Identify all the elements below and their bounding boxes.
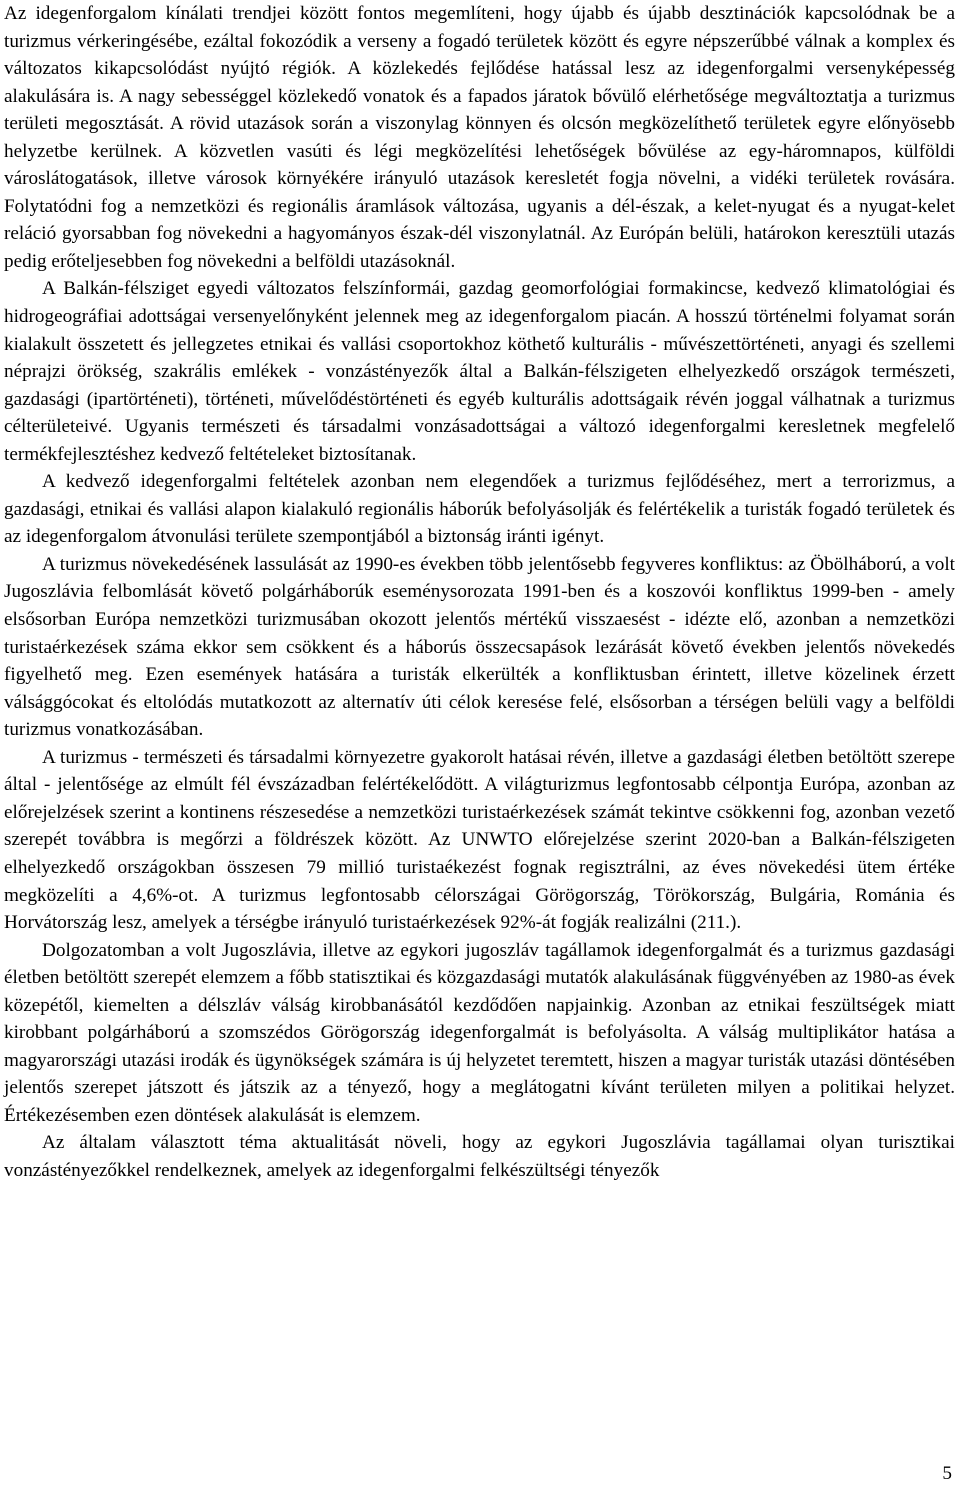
paragraph-dissertation-scope: Dolgozatomban a volt Jugoszlávia, illetve az egykori jugoszláv tagállamok idegenforgalmát és a turizmus gazdasági életben betöltött szerepét elemzem a főbb statisztikai és közgazdasági mutatók alakulásának függvényében az 1980-as évek közepétől, kiemelten a délszláv válság kirobbanásától kezdődően napjainkig. Azonban az etnikai feszültségek miatt kirobbant polgárháború a szomszédos Görögország idegenforgalmát is befolyásolta. A válság multiplikátor hatása a magyarországi utazási irodák és ügynökségek számára is új helyzetet teremtett, hiszen a magyar turisták utazási döntésében jelentős szerepet játszott és játszik az a tényező, hogy a meglátogatni kívánt területen milyen a politikai helyzet. Értékezésemben ezen döntések alakulását is elemzem. bbox=[4, 939, 955, 1126]
body-text bbox=[4, 0, 955, 1185]
paragraph-security-conditions: A kedvező idegenforgalmi feltételek azonban nem elegendőek a turizmus fejlődéséhez, mert a terrorizmus, a gazdasági, etnikai és vallási alapon kialakuló regionális háborúk befolyásolják és felértékelik a turisták fogadó területek és az idegenforgalom átvonulási területe szempontjából a biztonság iránti igényt. bbox=[4, 471, 955, 548]
paragraph-1990s-conflicts: A turizmus növekedésének lassulását az 1990-es években több jelentősebb fegyveres konfliktus: az Öbölháború, a volt Jugoszlávia felbomlását követő polgárháborúk eseménysorozata 1991-ben és a koszovói konfliktus 1999-ben - amely elsősorban Európa nemzetközi turizmusában okozott jelentős mértékű visszaesést - idézte elő, azonban a nemzetközi turistaérkezések száma ekkor sem csökkent és a háborús összecsapások lezárását követő években jelentős növekedés figyelhető meg. Ezen események hatására a turisták elkerülték a konfliktusban érintett, illetve közelinek érzett válsággócokat és eltolódás mutatkozott az alternatív úti célok keresése felé, elsősorban a térségen belüli vagy a belföldi turizmus vonatkozásában. bbox=[4, 553, 955, 741]
page-number: 5 bbox=[942, 1463, 952, 1484]
paragraph-tourism-importance: A turizmus - természeti és társadalmi környezetre gyakorolt hatásai révén, illetve a gazdasági életben betöltött szerepe által - jelentősége az elmúlt fél évszázadban felértékelődött. A világturizmus legfontosabb célpontja Európa, azonban az előrejelzések szerint a kontinens részesedése a nemzetközi turistaérkezések számát tekintve csökkenni fog, azonban vezető szerepét továbbra is megőrzi a földrészek között. Az UNWTO előrejelzése szerint 2020-ban a Balkán-félszigeten elhelyezkedő országokban összesen 79 millió turistaékezést fognak regisztrálni, az éves növekedési ütem értéke megközelíti a 4,6%-ot. A turizmus legfontosabb célországai Görögország, Törökország, Bulgária, Románia és Horvátország lesz, amelyek a térségbe irányuló turistaérkezések 92%-át fogják realizálni (211.). bbox=[4, 746, 955, 934]
paragraph-topic-relevance: Az általam választott téma aktualitását növeli, hogy az egykori Jugoszlávia tagállamai olyan turisztikai vonzástényezőkkel rendelkeznek, amelyek az idegenforgalmi felkészültségi tényezők bbox=[4, 1132, 955, 1181]
paragraph-balkan-peninsula: A Balkán-félsziget egyedi változatos felszínformái, gazdag geomorfológiai formakincse, kedvező klimatológiai és hidrogeográfiai adottságai versenyelőnyként jelennek meg az idegenforgalom piacán. A hosszú történelmi folyamat során kialakult összetett és jellegzetes etnikai és vallási csoportokhoz köthető kulturális - művészettörténeti, anyagi és szellemi néprajzi örökség, szakrális emlékek - vonzástényezők által a Balkán-félszigeten elhelyezkedő országok természeti, gazdasági (ipartörténeti), történeti, művelődéstörténeti és egyéb kulturális adottságaik révén joggal válhatnak a turizmus célterületeivé. Ugyanis természeti és társadalmi vonzásadottságai a változó idegenforgalmi keresletnek megfelelő termékfejlesztéshez kedvező feltételeket biztosítanak. bbox=[4, 278, 955, 465]
paragraph-tourism-trends: Az idegenforgalom kínálati trendjei között fontos megemlíteni, hogy újabb és újabb desztinációk kapcsolódnak be a turizmus vérkeringésébe, ezáltal fokozódik a verseny a fogadó területek között és egyre népszerűbbé válnak a komplex és változatos kikapcsolódást nyújtó régiók. A közlekedés fejlődése hatással lesz az idegenforgalmi versenyképesség alakulására is. A nagy sebességgel közlekedő vonatok és a fapados járatok bővülő elérhetősége megváltoztatja a turizmus területi megosztását. A rövid utazások során a viszonylag könnyen és olcsón megközelíthető területek egyre előnyösebb helyzetbe kerülnek. A közvetlen vasúti és légi megközelítési lehetőségek bővülése az egy-háromnapos, külföldi városlátogatások, illetve városok környékére irányuló utazások keresletét fogja növelni, a vidéki területek rovására. Folytatódni fog a nemzetközi és regionális áramlások változása, ugyanis a dél-észak, a kelet-nyugat és a nyugat-kelet reláció gyorsabban fog növekedni a hagyományos észak-dél viszonylatnál. Az Európán belüli, határokon keresztüli utazás pedig erőteljesebben fog növekedni a belföldi utazásoknál. bbox=[4, 3, 955, 272]
